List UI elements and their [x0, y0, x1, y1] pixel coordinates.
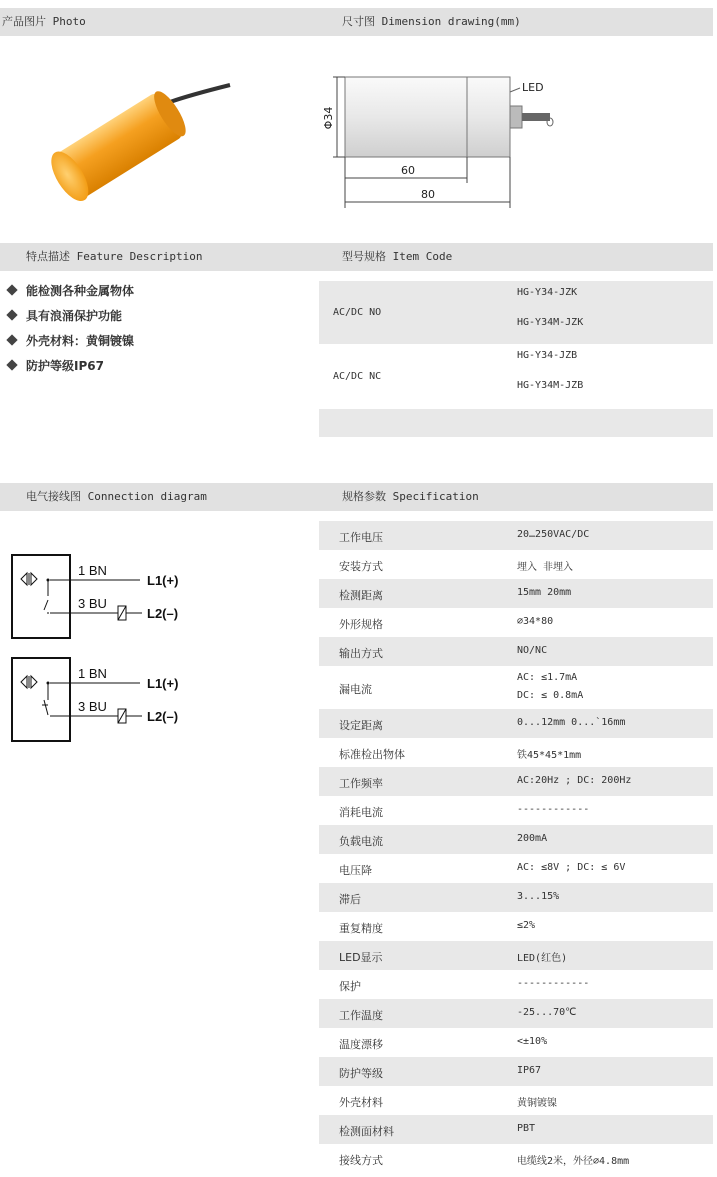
item-code-type: AC/DC NO [333, 307, 382, 318]
spec-row: 工作频率 AC:20Hz ; DC: 200Hz [319, 767, 713, 796]
dimension-drawing-svg [320, 40, 713, 230]
item-code-row [319, 344, 713, 409]
length-total-label: 80 [421, 188, 435, 201]
spec-row: 外形规格 ∅34*80 [339, 616, 554, 631]
wire2-label: 3 BU [78, 699, 107, 714]
spec-row: 滞后 3...15% [319, 883, 713, 912]
connection-diagram-svg [0, 540, 320, 750]
feature-header-label: 特点描述 Feature Description [26, 250, 203, 263]
spec-row: 检测距离 15mm 20mm [319, 579, 713, 608]
item-code-row-empty [319, 409, 713, 437]
length-body-label: 60 [401, 164, 415, 177]
feature-item: 外壳材料：黄铜镀镍 [8, 332, 134, 349]
spec-row: 检测面材料 PBT [319, 1115, 713, 1144]
diamond-bullet-icon [6, 284, 17, 295]
spec-row: 设定距离 0...12mm 0...`16mm [319, 709, 713, 738]
photo-header [0, 8, 320, 36]
spec-row: 工作温度 -25...70℃ [319, 999, 713, 1028]
spec-row: 消耗电流 ------------ [339, 804, 590, 819]
item-code-row [319, 281, 713, 344]
dimension-header [320, 8, 713, 36]
item-code-header-label: 型号规格 Item Code [342, 250, 453, 263]
spec-row: 外壳材料 黄铜镀镍 [339, 1096, 557, 1109]
spec-row: 标准检出物体 铁45*45*1mm [339, 748, 582, 761]
spec-row: LED显示 LED(红色) [319, 941, 713, 970]
wire1-label: 1 BN [78, 563, 107, 578]
feature-item: 防护等级IP67 [8, 357, 104, 374]
wire2-label: 3 BU [78, 596, 107, 611]
item-code-value: HG-Y34-JZK [517, 287, 578, 298]
connection-diagram [0, 540, 320, 750]
term2-label: L2(–) [147, 606, 179, 621]
wire1-label: 1 BN [78, 666, 107, 681]
spec-row: 负载电流 200mA [319, 825, 713, 854]
spec-row: 安装方式 埋入 非埋入 [339, 560, 574, 573]
item-code-value: HG-Y34-JZB [517, 350, 578, 361]
spec-row: 防护等级 IP67 [319, 1057, 713, 1086]
item-code-value: HG-Y34M-JZK [517, 317, 584, 328]
connection-header [0, 483, 320, 511]
spec-row: 漏电流 AC: ≤1.7mA DC: ≤ 0.8mA [339, 672, 584, 701]
spec-row: 接线方式 电缆线2米，外径∅4.8mm [339, 1154, 630, 1167]
feature-item: 能检测各种金属物体 [8, 282, 134, 299]
term2-label: L2(–) [147, 709, 179, 724]
diamond-bullet-icon [6, 359, 17, 370]
term1-label: L1(+) [147, 573, 179, 588]
feature-item: 具有浪涌保护功能 [8, 307, 122, 324]
diameter-label: Φ34 [322, 106, 335, 130]
spec-row: 电压降 AC: ≤8V ; DC: ≤ 6V [339, 862, 626, 877]
led-label: LED [522, 81, 544, 94]
diamond-bullet-icon [6, 309, 17, 320]
connection-header-label: 电气接线图 Connection diagram [26, 490, 207, 503]
term1-label: L1(+) [147, 676, 179, 691]
dimension-drawing [320, 40, 713, 230]
diamond-bullet-icon [6, 334, 17, 345]
spec-row: 保护 ------------ [339, 978, 590, 993]
product-photo-svg [0, 40, 320, 230]
feature-header [0, 243, 320, 271]
photo-header-label: 产品图片 Photo [2, 15, 86, 28]
spec-header [320, 483, 713, 511]
spec-row: 工作电压 20…250VAC/DC [319, 521, 713, 550]
spec-row: 温度漂移 <±10% [339, 1036, 548, 1051]
product-photo [0, 40, 320, 230]
item-code-value: HG-Y34M-JZB [517, 380, 584, 391]
item-code-type: AC/DC NC [333, 371, 382, 382]
spec-row: 输出方式 NO/NC [319, 637, 713, 666]
spec-header-label: 规格参数 Specification [342, 490, 479, 503]
item-code-header [320, 243, 713, 271]
spec-row: 重复精度 ≤2% [339, 920, 536, 935]
dimension-header-label: 尺寸图 Dimension drawing(mm) [342, 15, 521, 28]
